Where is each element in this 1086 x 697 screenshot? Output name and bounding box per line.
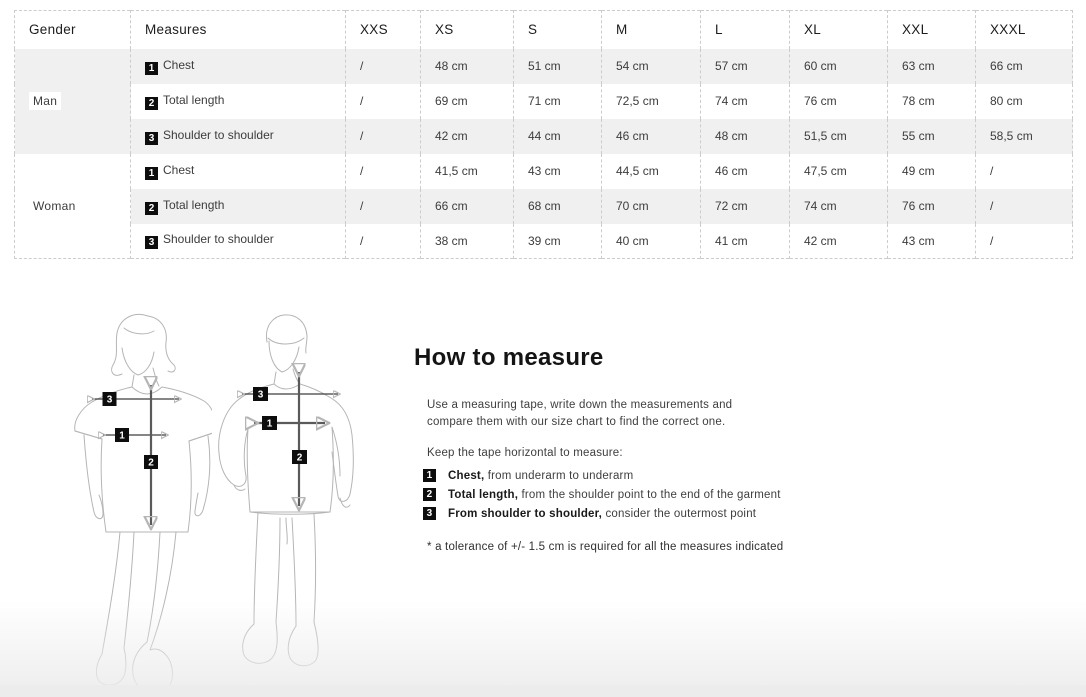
step-description: consider the outermost point: [602, 507, 757, 520]
person-outline: [75, 314, 212, 693]
measure-number-badge: 2: [145, 97, 158, 110]
person-outline: [219, 315, 354, 666]
header-size-xs: XS: [421, 11, 514, 49]
gender-label: Woman: [29, 197, 80, 215]
size-value-cell: 43 cm: [514, 154, 602, 189]
measure-label: Total length: [163, 197, 225, 212]
size-value-cell: /: [976, 189, 1073, 224]
size-value-cell: /: [346, 189, 421, 224]
svg-text:2: 2: [148, 457, 154, 469]
size-value-cell: 39 cm: [514, 224, 602, 259]
gender-cell-woman: [15, 154, 131, 259]
measure-number-badge: 2: [145, 202, 158, 215]
size-value-cell: 74 cm: [790, 189, 888, 224]
size-value-cell: /: [346, 49, 421, 84]
table-row-man-chest: [15, 49, 1073, 84]
table-row-man-shoulder: [15, 119, 1073, 154]
size-value-cell: 63 cm: [888, 49, 976, 84]
size-value-cell: 58,5 cm: [976, 119, 1073, 154]
size-value-cell: 76 cm: [790, 84, 888, 119]
size-value-cell: 55 cm: [888, 119, 976, 154]
size-value-cell: /: [976, 224, 1073, 259]
measure-label: Chest: [163, 162, 195, 177]
tolerance-note: * a tolerance of +/- 1.5 cm is required for all the measures indicated: [427, 541, 784, 553]
size-value-cell: 69 cm: [421, 84, 514, 119]
measure-steps-list: [423, 466, 884, 523]
size-value-cell: 51,5 cm: [790, 119, 888, 154]
measure-step-shoulder: [423, 504, 884, 523]
measure-label-cell: [131, 224, 346, 259]
size-value-cell: /: [346, 224, 421, 259]
size-value-cell: /: [976, 154, 1073, 189]
measure-step-chest: [423, 466, 884, 485]
size-value-cell: 68 cm: [514, 189, 602, 224]
size-value-cell: 48 cm: [421, 49, 514, 84]
size-chart-table: [14, 10, 1073, 259]
size-value-cell: /: [346, 84, 421, 119]
size-value-cell: 71 cm: [514, 84, 602, 119]
size-value-cell: 57 cm: [701, 49, 790, 84]
section-title: How to measure: [414, 344, 604, 371]
header-gender: Gender: [15, 11, 131, 49]
svg-text:1: 1: [119, 430, 125, 442]
gender-cell-man: [15, 49, 131, 154]
size-value-cell: 54 cm: [602, 49, 701, 84]
measure-number-badge: 3: [145, 236, 158, 249]
measure-label: Total length: [163, 92, 225, 107]
size-value-cell: 80 cm: [976, 84, 1073, 119]
header-size-s: S: [514, 11, 602, 49]
measure-label-cell: [131, 49, 346, 84]
table-row-man-total-length: [15, 84, 1073, 119]
measure-step-total-length: [423, 485, 884, 504]
size-value-cell: 46 cm: [701, 154, 790, 189]
svg-text:2: 2: [296, 452, 303, 464]
total-length-measure-arrow: [292, 372, 307, 506]
chest-measure-arrow: [254, 416, 325, 430]
table-row-woman-total-length: [15, 189, 1073, 224]
size-value-cell: 72,5 cm: [602, 84, 701, 119]
size-value-cell: 42 cm: [790, 224, 888, 259]
size-value-cell: /: [346, 119, 421, 154]
size-value-cell: 38 cm: [421, 224, 514, 259]
step-description: from the shoulder point to the end of the garment: [518, 488, 781, 501]
size-value-cell: 66 cm: [976, 49, 1073, 84]
svg-text:3: 3: [106, 394, 113, 406]
size-value-cell: 44 cm: [514, 119, 602, 154]
header-size-xl: XL: [790, 11, 888, 49]
size-value-cell: 46 cm: [602, 119, 701, 154]
size-value-cell: 60 cm: [790, 49, 888, 84]
measure-number-badge: 1: [145, 62, 158, 75]
step-number-badge: 1: [423, 469, 436, 482]
header-size-xxs: XXS: [346, 11, 421, 49]
size-value-cell: 43 cm: [888, 224, 976, 259]
shoulder-measure-arrow: [92, 392, 179, 406]
gender-label: Man: [29, 92, 61, 110]
step-label: Chest,: [448, 469, 485, 482]
header-measures: Measures: [131, 11, 346, 49]
size-value-cell: 47,5 cm: [790, 154, 888, 189]
table-header-row: [15, 11, 1073, 49]
measure-label: Chest: [163, 57, 195, 72]
svg-text:1: 1: [266, 418, 273, 430]
measure-label-cell: [131, 189, 346, 224]
measuring-intro-text: Use a measuring tape, write down the measurements and compare them with our size chart to find the correct one.: [427, 399, 733, 428]
size-value-cell: 49 cm: [888, 154, 976, 189]
size-value-cell: 66 cm: [421, 189, 514, 224]
measure-label-cell: [131, 84, 346, 119]
header-size-xxl: XXL: [888, 11, 976, 49]
bottom-strip: [0, 685, 1086, 697]
size-value-cell: 42 cm: [421, 119, 514, 154]
measure-label-cell: [131, 119, 346, 154]
size-value-cell: 51 cm: [514, 49, 602, 84]
measure-label-cell: [131, 154, 346, 189]
svg-text:3: 3: [257, 389, 264, 401]
size-value-cell: 74 cm: [701, 84, 790, 119]
shoulder-measure-arrow: [242, 387, 338, 401]
total-length-measure-arrow: [144, 385, 158, 525]
table-row-woman-shoulder: [15, 224, 1073, 259]
step-number-badge: 3: [423, 507, 436, 520]
step-label: From shoulder to shoulder,: [448, 507, 603, 520]
size-value-cell: 76 cm: [888, 189, 976, 224]
tshirt-figure-illustration: [62, 308, 212, 697]
size-value-cell: 41 cm: [701, 224, 790, 259]
header-size-l: L: [701, 11, 790, 49]
size-value-cell: 41,5 cm: [421, 154, 514, 189]
measure-number-badge: 1: [145, 167, 158, 180]
sweatshirt-figure-illustration: [212, 308, 377, 697]
size-value-cell: 40 cm: [602, 224, 701, 259]
header-size-m: M: [602, 11, 701, 49]
measure-label: Shoulder to shoulder: [163, 232, 274, 247]
measure-number-badge: 3: [145, 132, 158, 145]
size-value-cell: 78 cm: [888, 84, 976, 119]
size-value-cell: /: [346, 154, 421, 189]
how-to-measure-section: [414, 344, 884, 553]
size-value-cell: 70 cm: [602, 189, 701, 224]
table-row-woman-chest: [15, 154, 1073, 189]
chest-measure-arrow: [103, 428, 166, 442]
step-number-badge: 2: [423, 488, 436, 501]
header-size-xxxl: XXXL: [976, 11, 1073, 49]
measure-label: Shoulder to shoulder: [163, 127, 274, 142]
size-value-cell: 72 cm: [701, 189, 790, 224]
step-label: Total length,: [448, 488, 519, 501]
step-description: from underarm to underarm: [484, 469, 634, 482]
size-value-cell: 48 cm: [701, 119, 790, 154]
size-value-cell: 44,5 cm: [602, 154, 701, 189]
keep-tape-text: Keep the tape horizontal to measure:: [427, 447, 623, 459]
